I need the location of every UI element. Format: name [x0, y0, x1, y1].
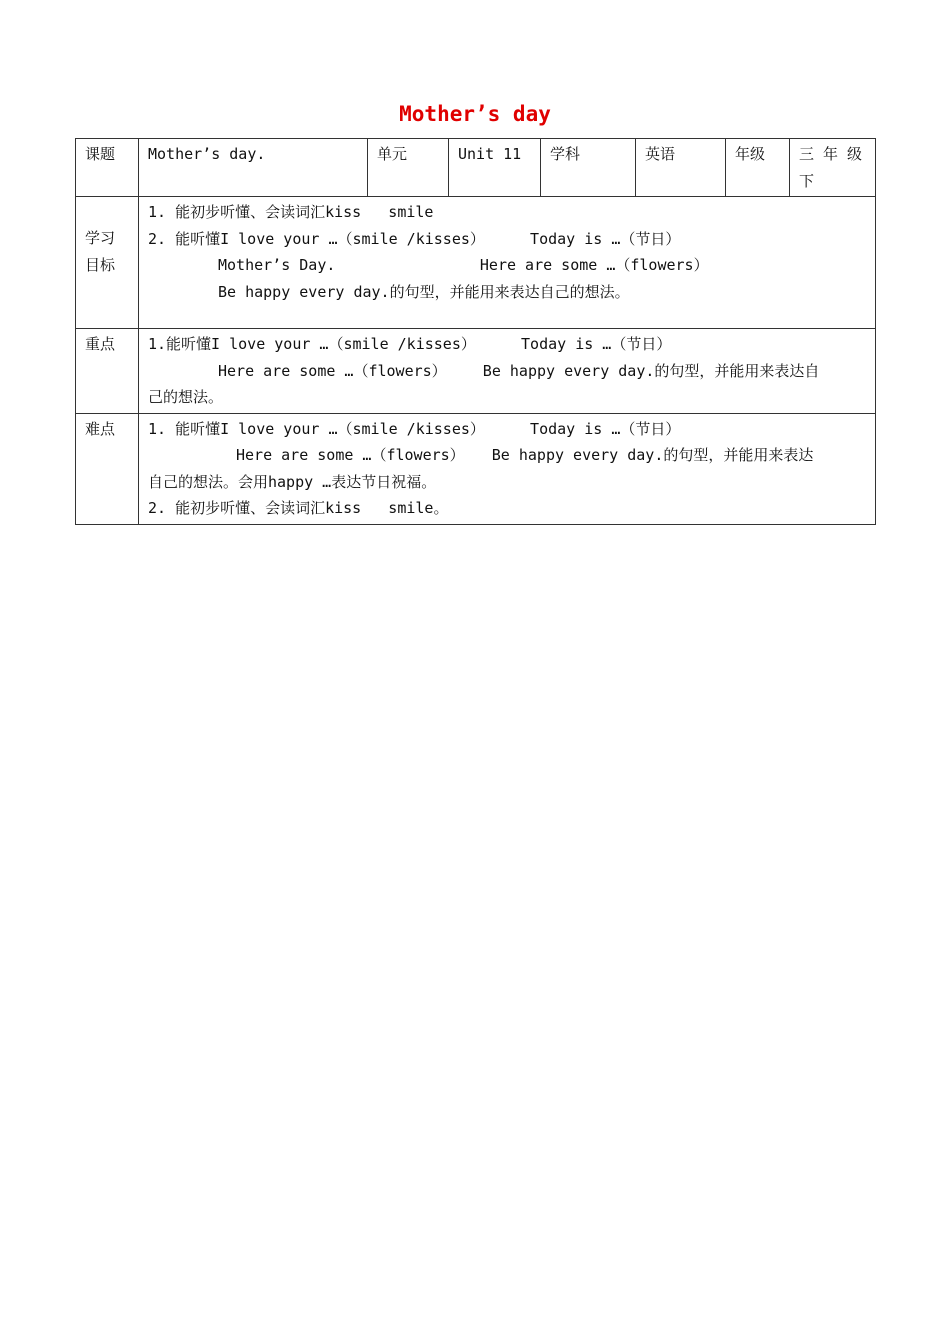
key-points-line-2: Here are some …（flowers） Be happy every day.的句型，并能用来表达自 [218, 361, 820, 380]
goals-line-4: Be happy every day.的句型，并能用来表达自己的想法。 [218, 282, 630, 301]
unit-label: 单元 [368, 139, 449, 197]
difficulties-row [76, 413, 876, 524]
lesson-plan-table [75, 138, 876, 525]
goals-content [139, 197, 876, 329]
difficulties-line-4: 2. 能初步听懂、会读词汇kiss smile。 [148, 499, 449, 517]
subject-label: 学科 [541, 139, 636, 197]
difficulties-line-3: 自己的想法。会用happy …表达节日祝福。 [148, 472, 437, 491]
key-points-line-1: 1.能听懂I love your …（smile /kisses） Today is …（节日） [148, 335, 672, 353]
goals-line-3: Mother’s Day. Here are some …（flowers） [218, 256, 709, 274]
goals-label [76, 197, 139, 329]
grade-value-line1: 三 年 级 [799, 145, 863, 163]
subject-value: 英语 [636, 139, 726, 197]
topic-label: 课题 [76, 139, 139, 197]
page-title: Mother’s day [399, 102, 551, 126]
difficulties-line-1: 1. 能听懂I love your …（smile /kisses） Today is …（节日） [148, 419, 681, 438]
grade-label: 年级 [726, 139, 790, 197]
difficulties-label: 难点 [76, 413, 139, 524]
key-points-line-3: 己的想法。 [148, 388, 224, 406]
goals-label-line2: 目标 [85, 255, 116, 274]
topic-value: Mother’s day. [139, 139, 368, 197]
unit-value: Unit 11 [449, 139, 541, 197]
grade-value-line2: 下 [799, 171, 815, 190]
header-row [76, 139, 876, 197]
key-points-content [139, 329, 876, 414]
difficulties-content [139, 413, 876, 524]
key-points-row [76, 329, 876, 414]
goals-label-line1: 学习 [85, 229, 116, 247]
key-points-label: 重点 [76, 329, 139, 414]
goals-line-1: 1. 能初步听懂、会读词汇kiss smile [148, 203, 434, 221]
goals-row [76, 197, 876, 329]
goals-line-2: 2. 能听懂I love your …（smile /kisses） Today is …（节日） [148, 229, 681, 248]
grade-value [790, 139, 876, 197]
difficulties-line-2: Here are some …（flowers） Be happy every day.的句型，并能用来表达 [236, 446, 814, 464]
